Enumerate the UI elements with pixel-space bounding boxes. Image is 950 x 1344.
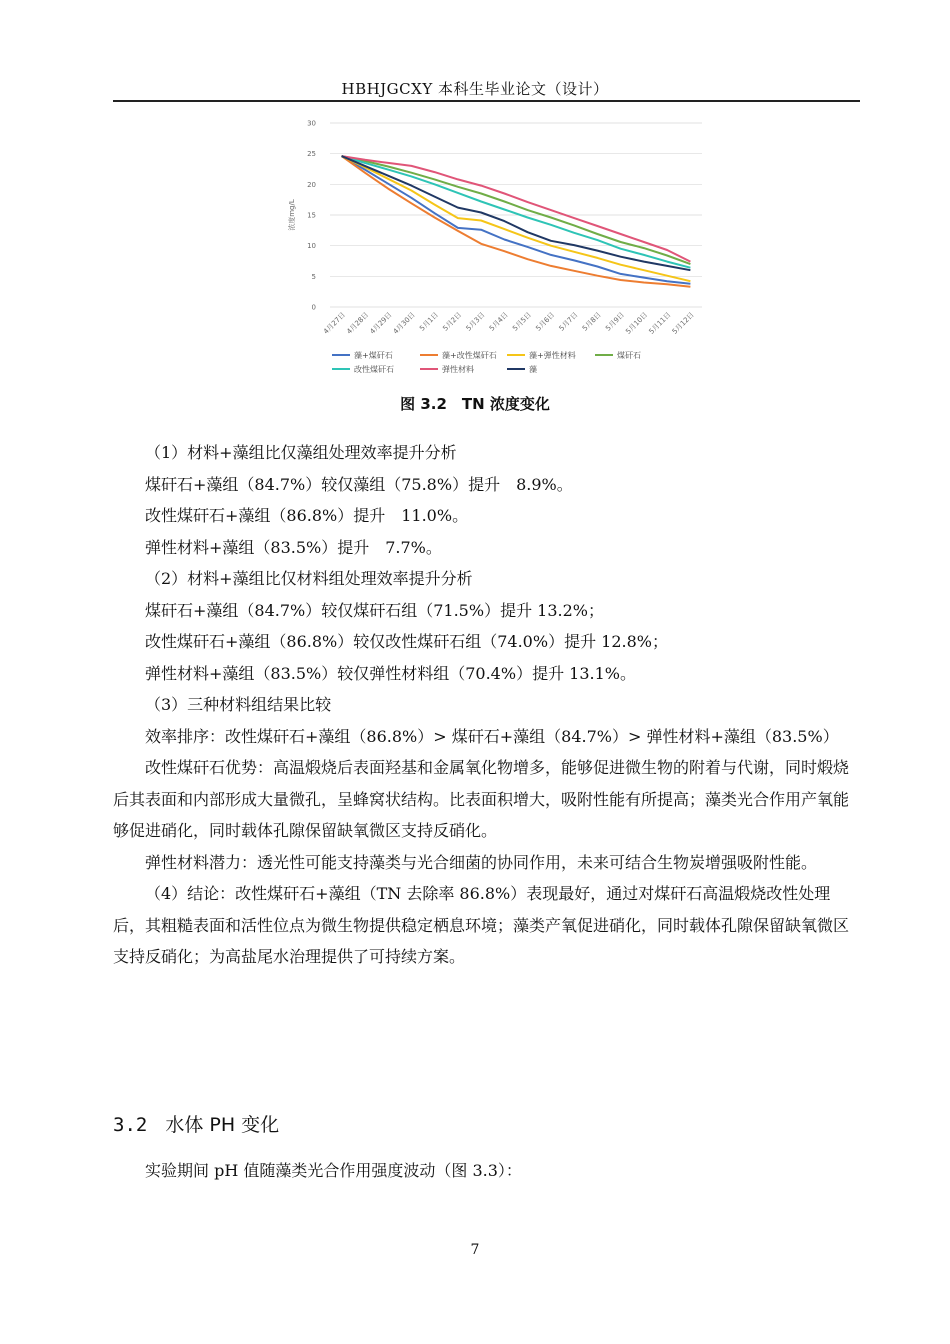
legend-label: 改性煤矸石: [354, 365, 394, 374]
paragraph: 效率排序：改性煤矸石+藻组（86.8%）> 煤矸石+藻组（84.7%）> 弹性材料+藻组（83.5%）: [145, 726, 839, 746]
header-rule: [113, 100, 860, 102]
x-tick-label: 5月6日: [534, 310, 557, 333]
x-tick-label: 4月28日: [345, 310, 371, 336]
x-tick-label: 5月5日: [511, 310, 534, 333]
x-tick-label: 5月4日: [487, 310, 510, 333]
x-tick-label: 5月8日: [580, 310, 603, 333]
y-axis-label: 浓度mg/L: [288, 199, 296, 231]
y-tick-label: 20: [307, 180, 316, 189]
running-header: HBHJGCXY 本科生毕业论文（设计）: [341, 80, 609, 98]
legend-label: 藻+煤矸石: [354, 351, 393, 360]
paragraph: 弹性材料+藻组（83.5%）较仅弹性材料组（70.4%）提升 13.1%。: [145, 663, 636, 683]
x-tick-label: 5月12日: [670, 310, 696, 336]
paragraph: 弹性材料潜力：透光性可能支持藻类与光合细菌的协同作用，未来可结合生物炭增强吸附性能。: [145, 852, 818, 872]
series-line: [342, 156, 691, 268]
paragraph: 弹性材料+藻组（83.5%）提升 7.7%。: [145, 537, 442, 557]
page-number: 7: [470, 1242, 480, 1258]
tn-line-chart-svg: [270, 112, 710, 384]
x-tick-label: 4月27日: [322, 310, 348, 336]
section-intro: 实验期间 pH 值随藻类光合作用强度波动（图 3.3）：: [145, 1161, 522, 1180]
paragraph: 改性煤矸石+藻组（86.8%）较仅改性煤矸石组（74.0%）提升 12.8%；: [145, 632, 668, 651]
x-tick-label: 5月11日: [647, 310, 673, 336]
y-tick-label: 25: [307, 150, 316, 159]
paragraph: 煤矸石+藻组（84.7%）较仅煤矸石组（71.5%）提升 13.2%；: [145, 600, 604, 620]
x-tick-label: 5月9日: [604, 310, 627, 333]
legend-label: 藻+弹性材料: [529, 351, 576, 360]
paragraph: 改性煤矸石优势：高温煅烧后表面羟基和金属氧化物增多，能够促进微生物的附着与代谢，同时煅烧后其表面和内部形成大量微孔，呈蜂窝状结构。比表面积增大，吸附性能有所提高；藻类光合作用产氧能够促进硝化，同时载体孔隙保留缺氧微区支持反硝化。: [113, 758, 850, 840]
x-tick-label: 5月3日: [464, 310, 487, 333]
paragraph: （4）结论：改性煤矸石+藻组（TN 去除率 86.8%）表现最好，通过对煤矸石高温煅烧改性处理后，其粗糙表面和活性位点为微生物提供稳定栖息环境；藻类产氧促进硝化，同时载体孔隙保留缺氧微区支持反硝化；为高盐尾水治理提供了可持续方案。: [113, 884, 850, 966]
body-text: [113, 437, 860, 973]
x-tick-label: 5月1日: [418, 310, 441, 333]
paragraph: （1）材料+藻组比仅藻组处理效率提升分析: [145, 443, 457, 462]
x-tick-label: 5月10日: [624, 310, 650, 336]
x-tick-label: 5月2日: [441, 310, 464, 333]
x-tick-label: 4月30日: [391, 310, 417, 336]
x-tick-label: 4月29日: [368, 310, 394, 336]
section-title: 水体 PH 变化: [165, 1114, 280, 1136]
legend-label: 弹性材料: [442, 365, 474, 374]
x-tick-label: 5月7日: [557, 310, 580, 333]
y-tick-label: 5: [311, 272, 316, 281]
legend-label: 煤矸石: [617, 351, 641, 360]
figure-caption: 图 3.2 TN 浓度变化: [400, 395, 550, 413]
paragraph: 煤矸石+藻组（84.7%）较仅藻组（75.8%）提升 8.9%。: [145, 474, 573, 494]
y-tick-label: 15: [307, 211, 316, 220]
series-line: [342, 156, 691, 281]
y-tick-label: 30: [307, 119, 316, 128]
series-line: [342, 156, 691, 287]
paragraph: 改性煤矸石+藻组（86.8%）提升 11.0%。: [145, 506, 469, 525]
paragraph: （3）三种材料组结果比较: [145, 695, 332, 714]
legend-label: 藻+改性煤矸石: [442, 351, 497, 360]
y-tick-label: 10: [307, 242, 316, 251]
legend-label: 藻: [529, 365, 537, 374]
section-heading: [113, 1110, 279, 1137]
paragraph: （2）材料+藻组比仅材料组处理效率提升分析: [145, 569, 473, 588]
section-number: 3.2: [113, 1114, 148, 1136]
series-line: [342, 156, 691, 284]
tn-concentration-chart: [270, 112, 710, 384]
y-tick-label: 0: [311, 303, 316, 312]
